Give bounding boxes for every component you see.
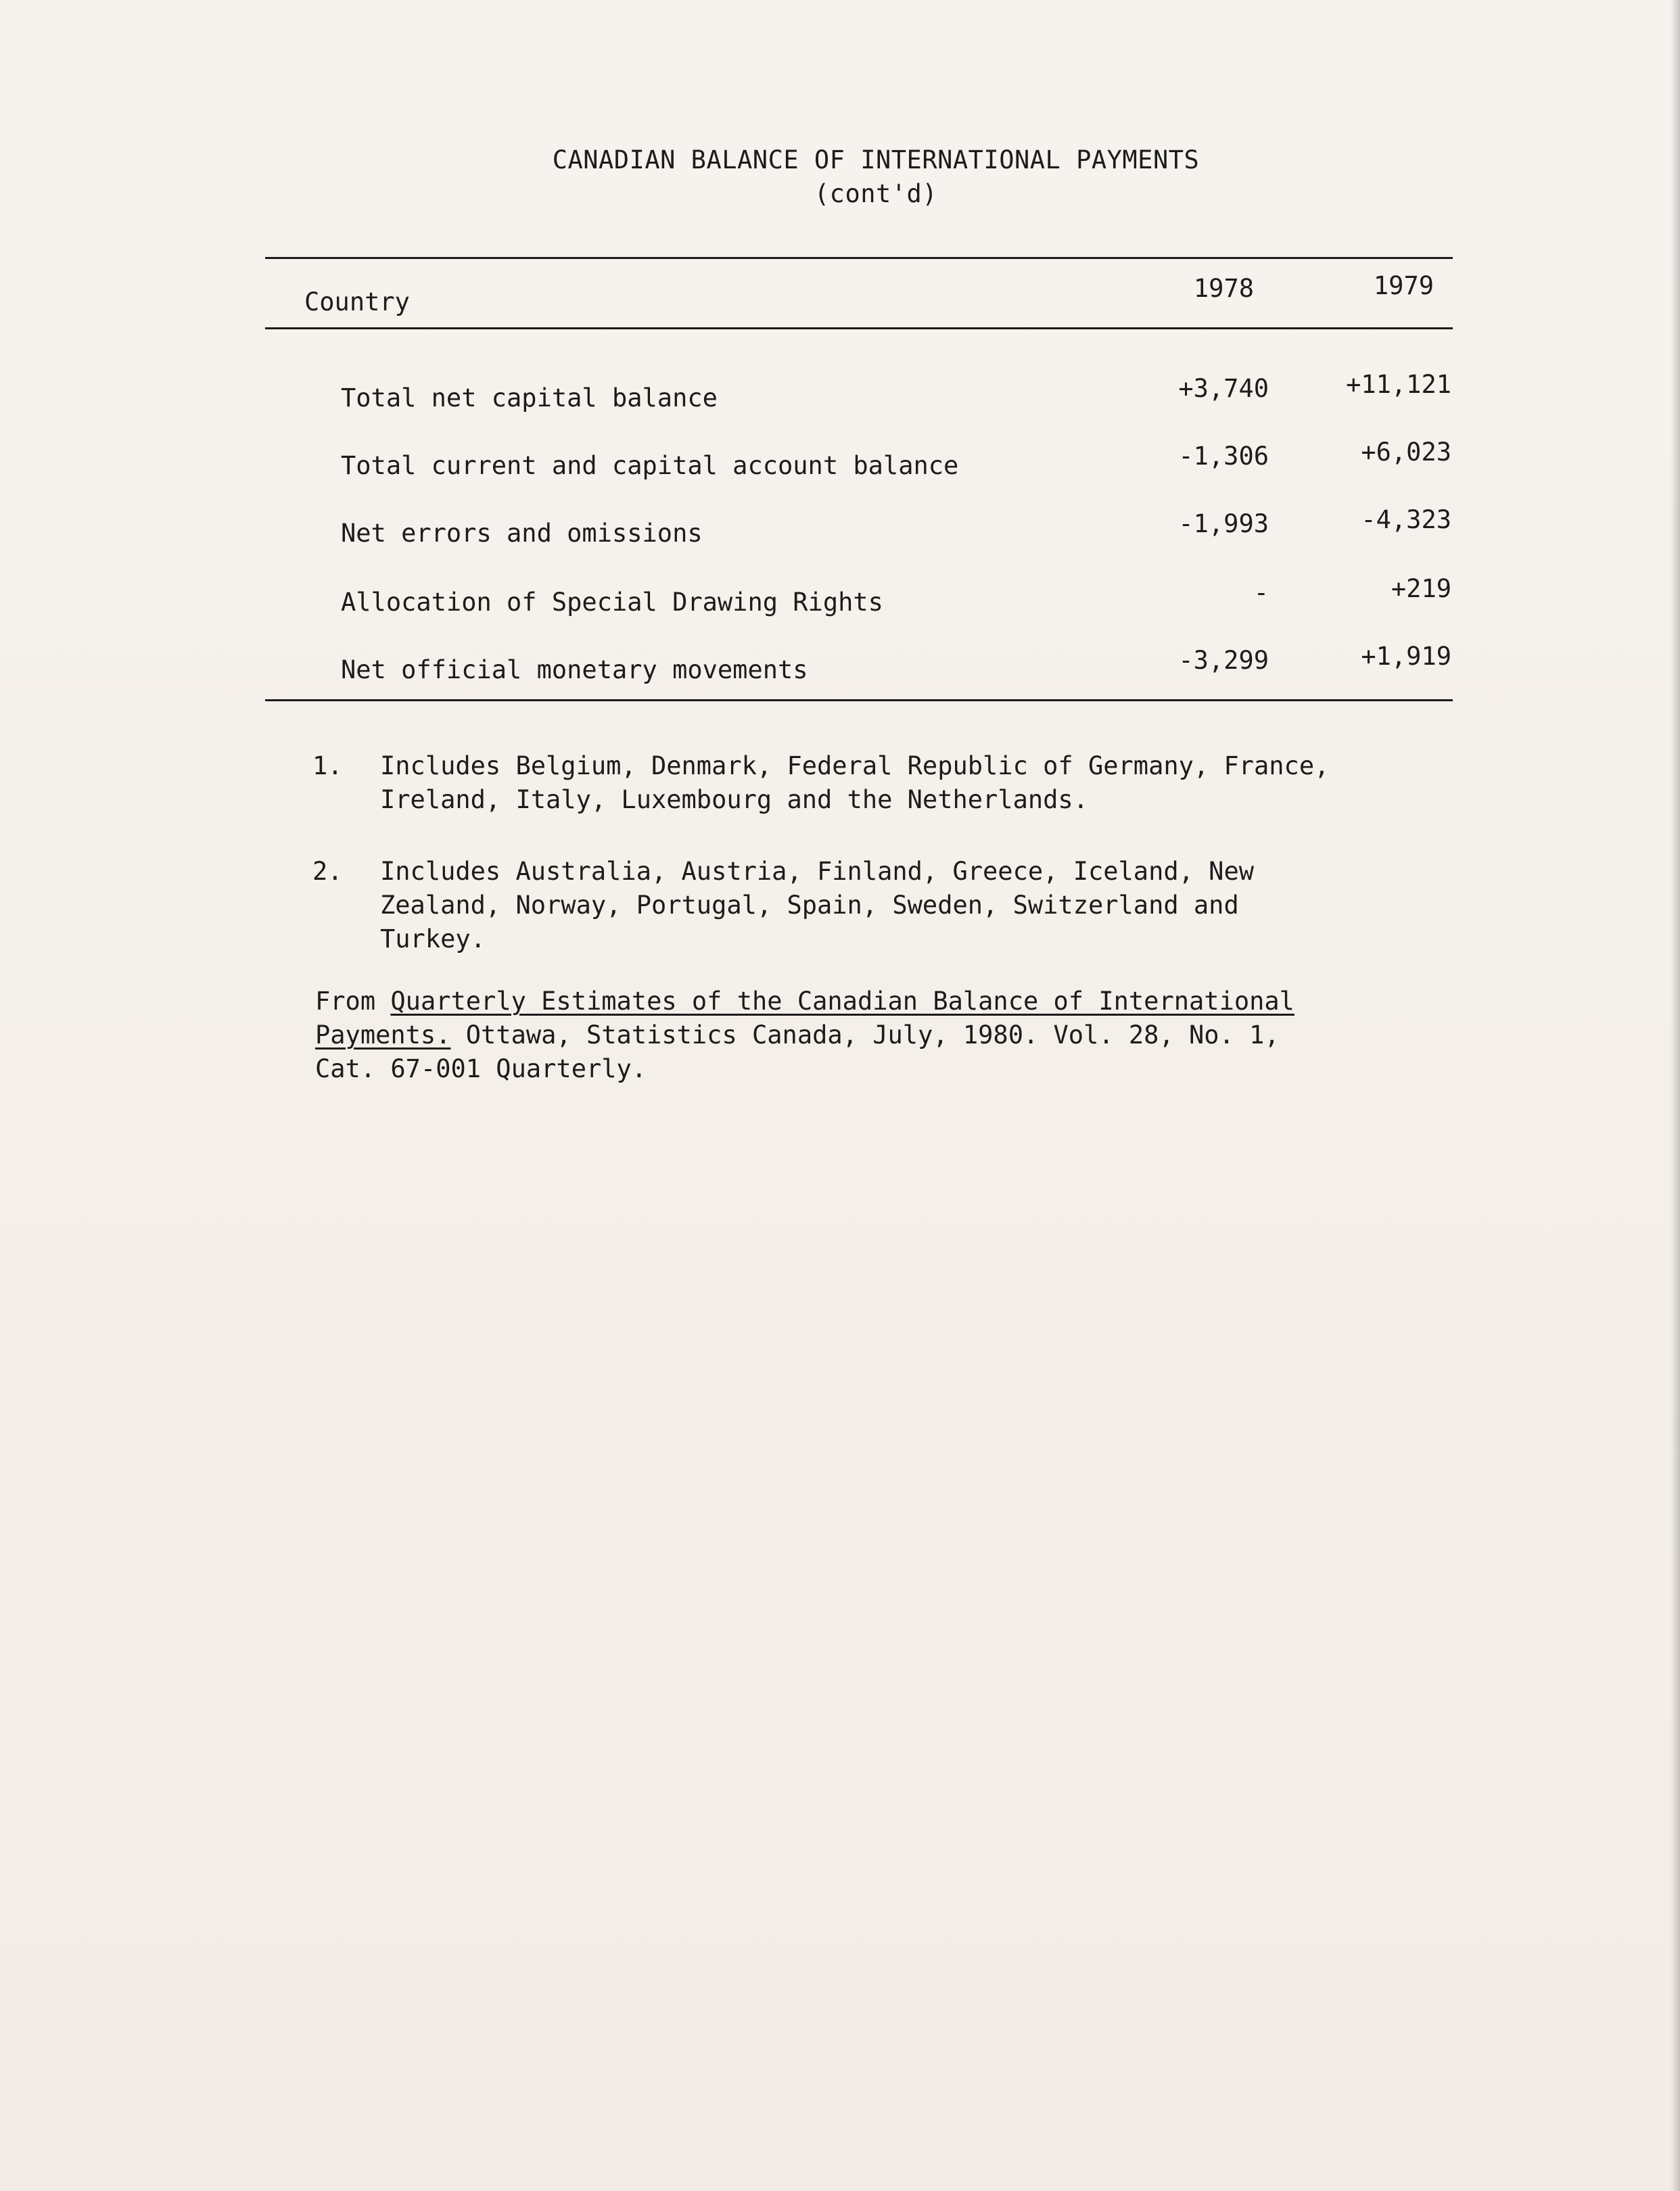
- footnote-line: Includes Australia, Austria, Finland, Greece, Iceland, New: [380, 857, 1255, 886]
- value-1978: -1,306: [1178, 442, 1269, 471]
- table-top-rule: [265, 257, 1453, 259]
- row-label: Allocation of Special Drawing Rights: [341, 588, 883, 617]
- footnote-number: 2.: [312, 857, 343, 886]
- row-label: Net errors and omissions: [341, 519, 703, 548]
- source-line-1: [315, 985, 1478, 1018]
- table-row: [0, 370, 1680, 414]
- source-prefix: From: [315, 987, 376, 1016]
- value-1978: -: [1253, 578, 1269, 607]
- footnote-1: [312, 749, 1530, 830]
- row-label: Total current and capital account balance: [341, 451, 959, 480]
- footnote-2: [312, 855, 1530, 970]
- publication-details: Ottawa, Statistics Canada, July, 1980. Vol. 28, No. 1,: [465, 1020, 1280, 1050]
- value-1979: -4,323: [1361, 505, 1451, 534]
- table-row: [0, 574, 1680, 618]
- value-1979: +1,919: [1361, 642, 1451, 671]
- page-edge-shadow: [1671, 0, 1680, 2191]
- footnote-text: [380, 855, 1530, 956]
- document-subtitle: (cont'd): [814, 179, 938, 208]
- value-1979: +219: [1391, 574, 1451, 603]
- footnote-line: Turkey.: [380, 924, 486, 953]
- footnote-text: [380, 749, 1530, 817]
- source-line-3: Cat. 67-001 Quarterly.: [315, 1054, 647, 1083]
- row-label: Total net capital balance: [341, 383, 718, 413]
- table-row: [0, 642, 1680, 686]
- footnote-line: Ireland, Italy, Luxembourg and the Netherlands.: [380, 785, 1088, 814]
- value-1978: -3,299: [1178, 646, 1269, 675]
- source-line-2: [315, 1018, 1478, 1052]
- publication-title: Quarterly Estimates of the Canadian Balance of International: [390, 987, 1294, 1016]
- column-header-country: Country: [304, 287, 410, 316]
- footnote-line: Zealand, Norway, Portugal, Spain, Sweden, Switzerland and: [380, 891, 1239, 920]
- row-label: Net official monetary movements: [341, 655, 808, 684]
- column-header-1978: 1978: [1193, 274, 1254, 303]
- value-1978: -1,993: [1178, 509, 1269, 538]
- value-1979: +6,023: [1361, 438, 1451, 467]
- table-row: [0, 505, 1680, 549]
- publication-title-cont: Payments.: [315, 1020, 451, 1050]
- value-1978: +3,740: [1178, 374, 1269, 403]
- footnote-line: Includes Belgium, Denmark, Federal Republic of Germany, France,: [380, 751, 1330, 780]
- value-1979: +11,121: [1346, 370, 1451, 399]
- table-bottom-rule: [265, 699, 1453, 701]
- bleed-through-texture: [473, 1352, 1420, 1380]
- footnote-number: 1.: [312, 751, 343, 780]
- column-header-1979: 1979: [1373, 271, 1434, 300]
- table-header-rule: [265, 327, 1453, 329]
- source-citation: [315, 985, 1478, 1086]
- document-title: CANADIAN BALANCE OF INTERNATIONAL PAYMENTS: [552, 145, 1200, 174]
- table-row: [0, 438, 1680, 481]
